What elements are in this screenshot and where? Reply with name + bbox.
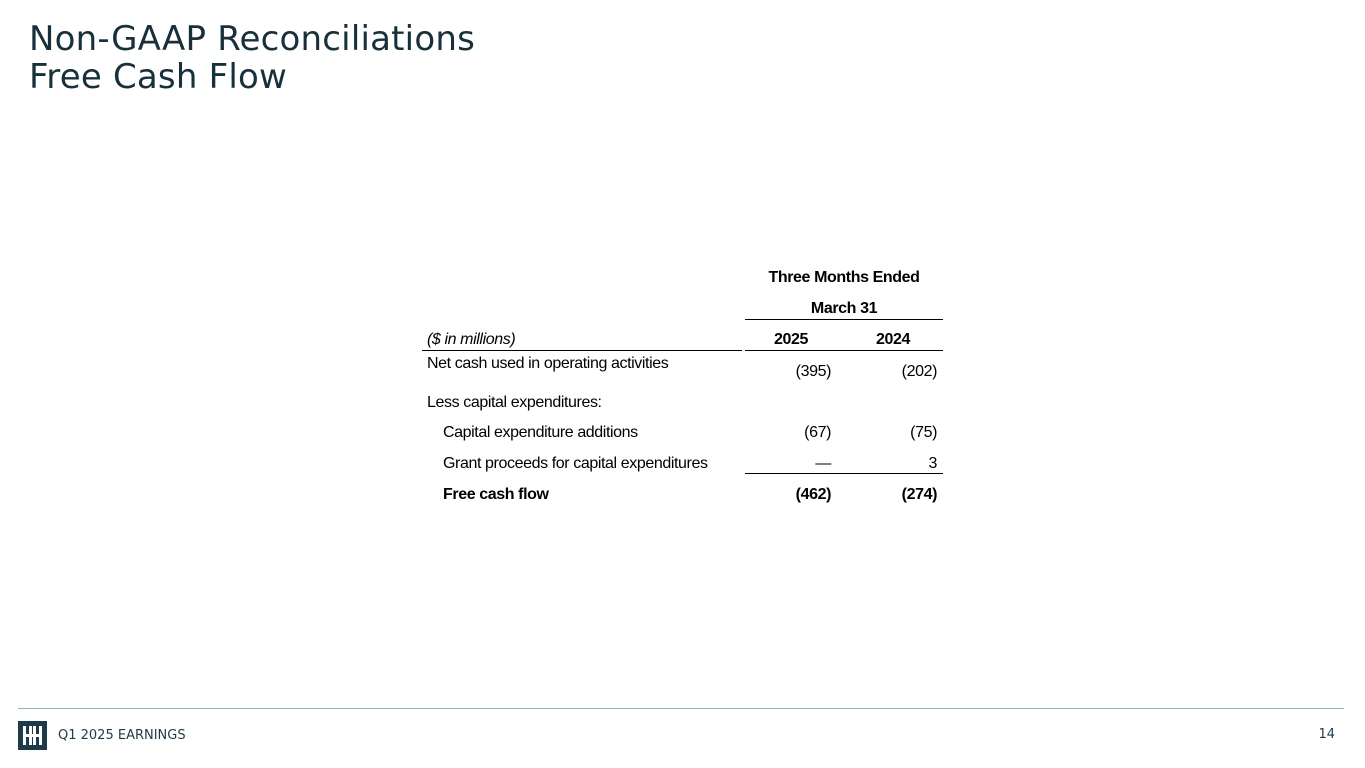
row-label-net-cash-operating: Net cash used in operating activities [427, 355, 669, 372]
row-value-capex-additions-2024: (75) [910, 424, 937, 441]
row-value-free-cash-flow-2025: (462) [795, 486, 831, 503]
row-value-grant-proceeds-2025: — [815, 455, 831, 472]
year-header-2024: 2024 [876, 331, 910, 348]
year-header-2025: 2025 [774, 331, 808, 348]
units-label: ($ in millions) [427, 331, 516, 348]
row-label-less-capex: Less capital expenditures: [427, 394, 602, 411]
period-header: Three Months Ended [768, 269, 920, 286]
subtotal-rule [745, 473, 943, 474]
footer-divider [18, 708, 1344, 709]
page-number: 14 [1318, 727, 1335, 742]
row-value-free-cash-flow-2024: (274) [901, 486, 937, 503]
footer-label: Q1 2025 EARNINGS [58, 728, 186, 743]
slide-title-line-2: Free Cash Flow [29, 57, 288, 97]
row-value-grant-proceeds-2024: 3 [928, 455, 937, 472]
row-value-net-cash-operating-2025: (395) [795, 363, 831, 380]
label-column-rule [422, 350, 742, 351]
row-value-capex-additions-2025: (67) [804, 424, 831, 441]
year-header-rule [745, 350, 943, 351]
row-label-free-cash-flow: Free cash flow [443, 486, 549, 503]
period-subheader: March 31 [810, 300, 878, 317]
company-logo-icon [18, 721, 47, 750]
slide-title-line-1: Non-GAAP Reconciliations [29, 19, 475, 59]
period-header-rule [745, 319, 943, 320]
row-label-capex-additions: Capital expenditure additions [443, 424, 638, 441]
row-value-net-cash-operating-2024: (202) [901, 363, 937, 380]
row-label-grant-proceeds: Grant proceeds for capital expenditures [443, 455, 708, 472]
